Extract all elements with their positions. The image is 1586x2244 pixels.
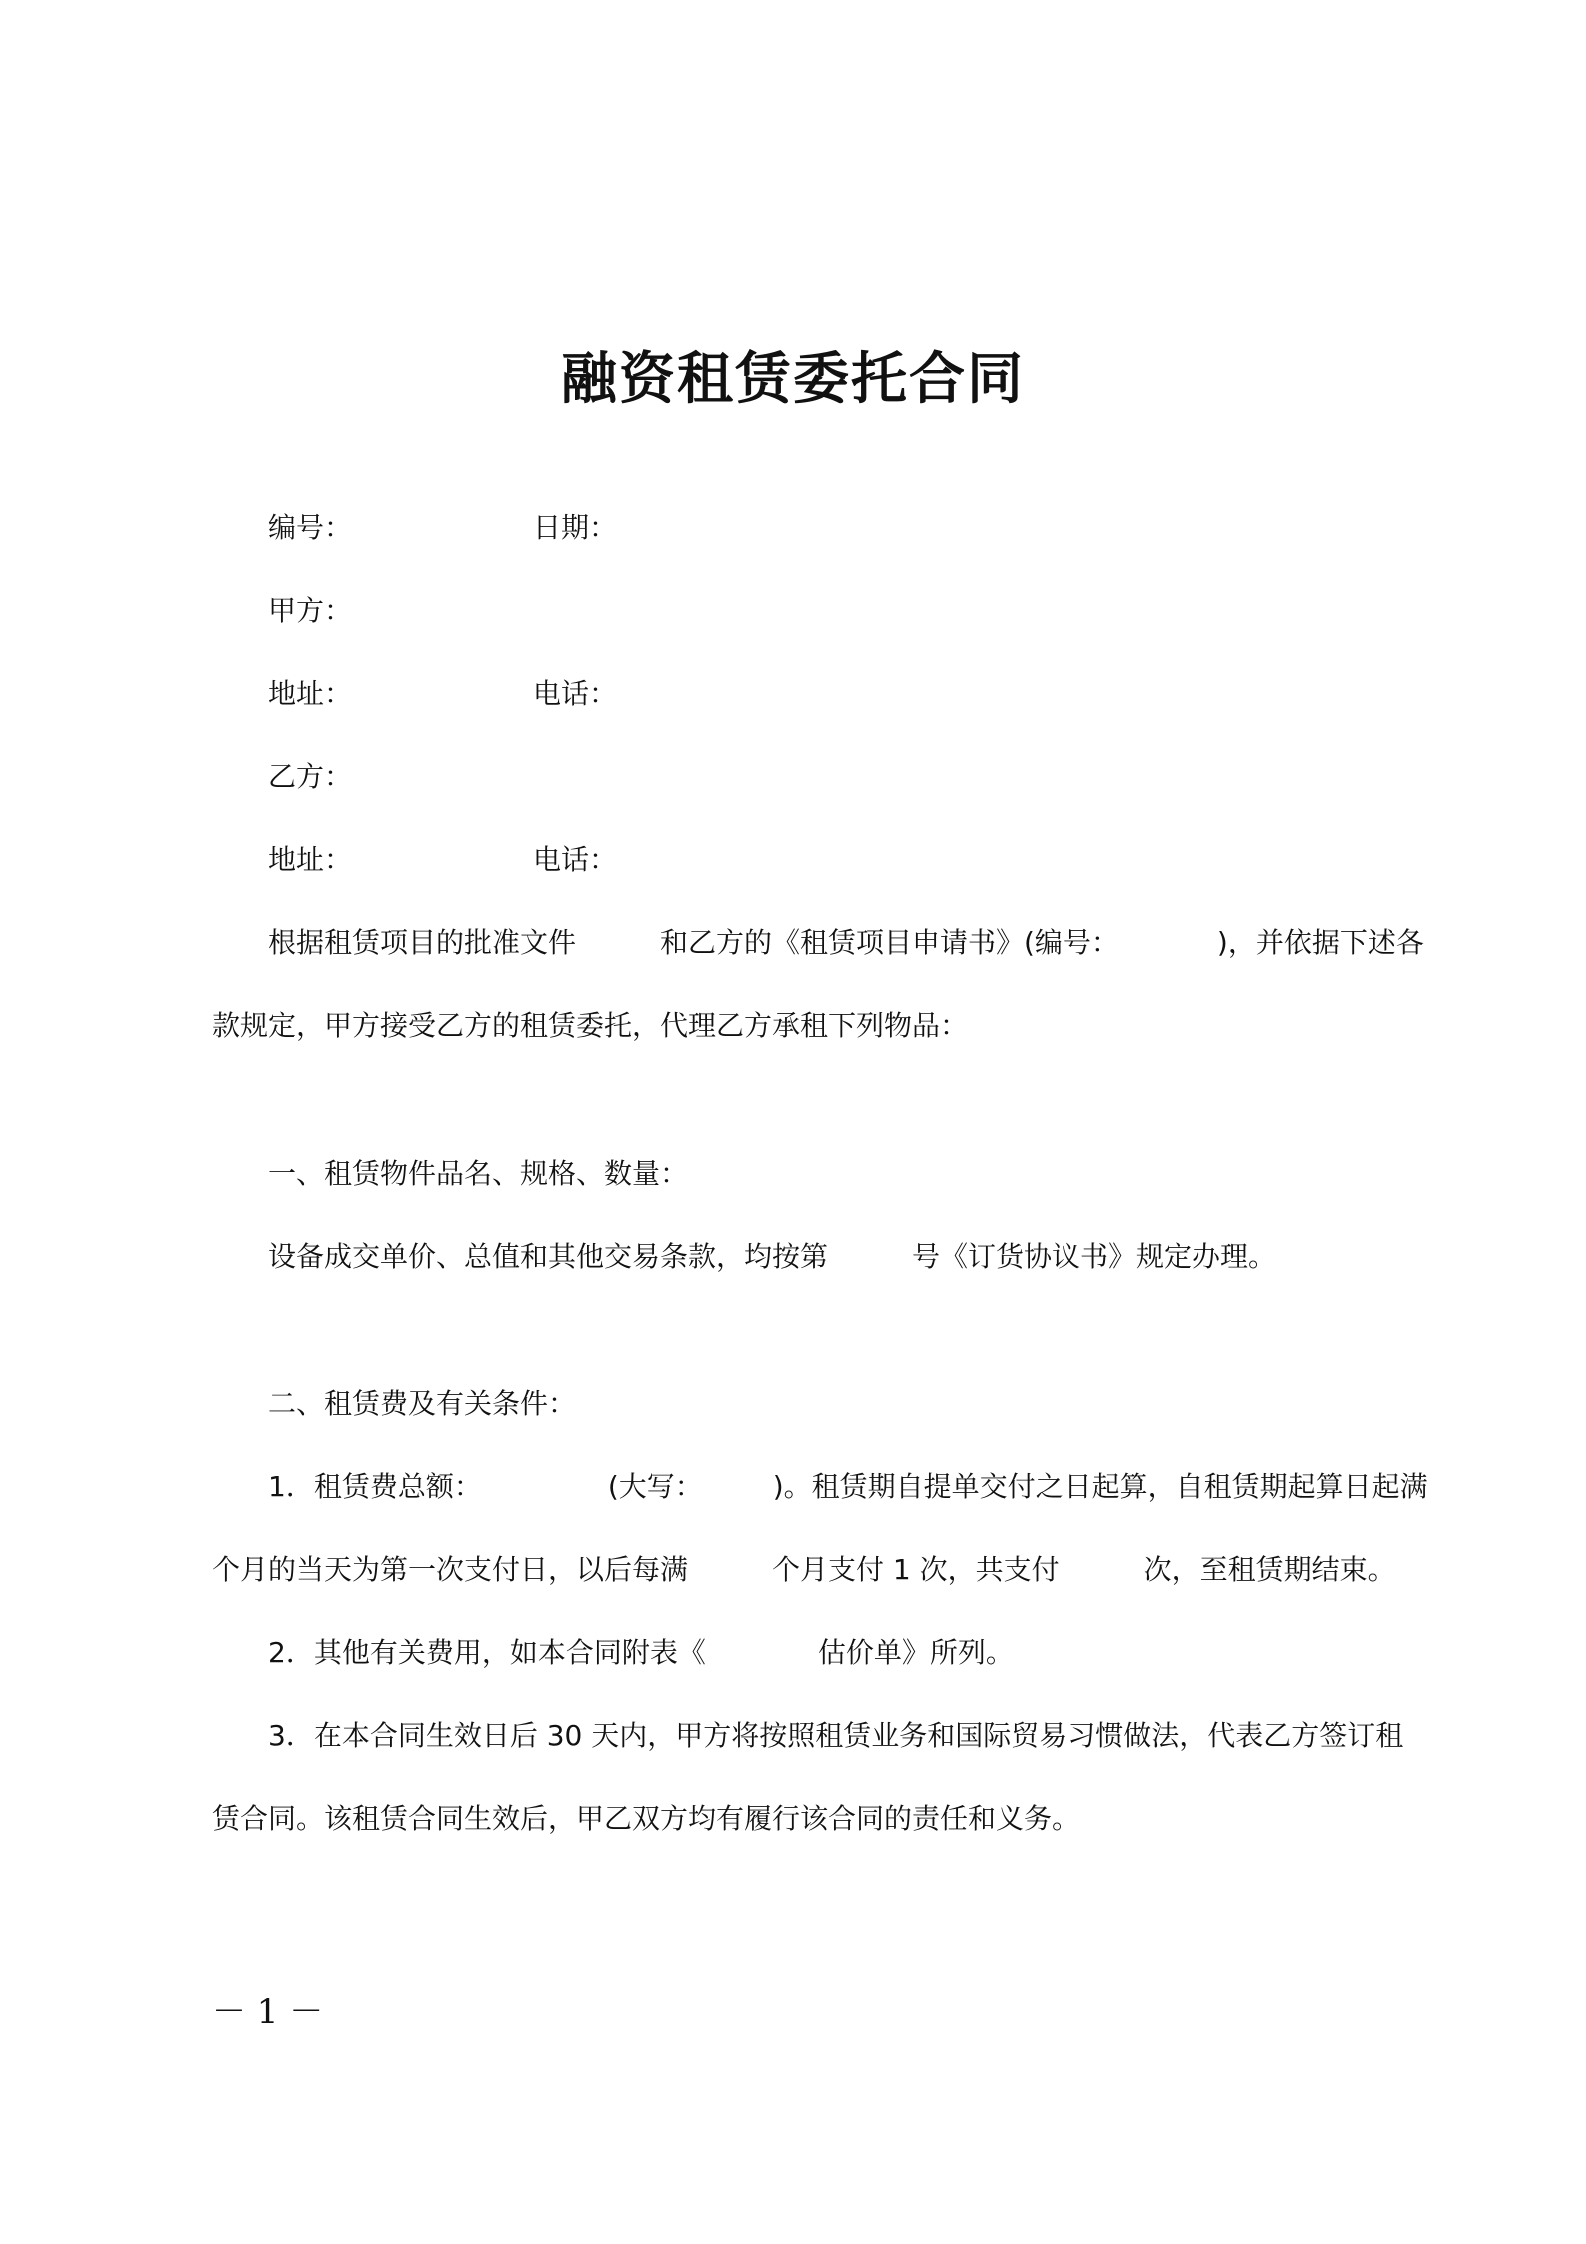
number-label: 编号： (268, 511, 353, 544)
party-a-label: 甲方： (268, 594, 353, 627)
section-2-item-3-line-2: 赁合同。该租赁合同生效后，甲乙双方均有履行该合同的责任和义务。 (212, 1802, 1081, 1835)
section-1-heading: 一、租赁物件品名、规格、数量： (268, 1157, 689, 1190)
section-2-item-1-line-1: 1．租赁费总额： (大写： )。租赁期自提单交付之日起算，自租赁期起算日起满 (268, 1470, 1428, 1503)
date-label: 日期： (533, 511, 618, 544)
section-2-item-2: 2．其他有关费用，如本合同附表《 估价单》所列。 (268, 1636, 1014, 1669)
section-1-body: 设备成交单价、总值和其他交易条款，均按第 号《订货协议书》规定办理。 (268, 1240, 1277, 1273)
party-b-phone-label: 电话： (533, 843, 618, 876)
page-number: － 1 － (212, 1992, 324, 2032)
intro-line-1: 根据租赁项目的批准文件 和乙方的《租赁项目申请书》(编号： )，并依据下述各 (268, 926, 1424, 959)
party-b-address-label: 地址： (268, 843, 353, 876)
party-a-address-label: 地址： (268, 677, 353, 710)
intro-line-2: 款规定，甲方接受乙方的租赁委托，代理乙方承租下列物品： (212, 1009, 969, 1042)
document-title: 融资租赁委托合同 (561, 347, 1025, 412)
section-2-heading: 二、租赁费及有关条件： (268, 1387, 577, 1420)
party-a-phone-label: 电话： (533, 677, 618, 710)
party-b-label: 乙方： (268, 760, 353, 793)
section-2-item-1-line-2: 个月的当天为第一次支付日，以后每满 个月支付 1 次，共支付 次，至租赁期结束。 (212, 1553, 1396, 1586)
section-2-item-3-line-1: 3．在本合同生效日后 30 天内，甲方将按照租赁业务和国际贸易习惯做法，代表乙方签订租 (268, 1719, 1404, 1752)
